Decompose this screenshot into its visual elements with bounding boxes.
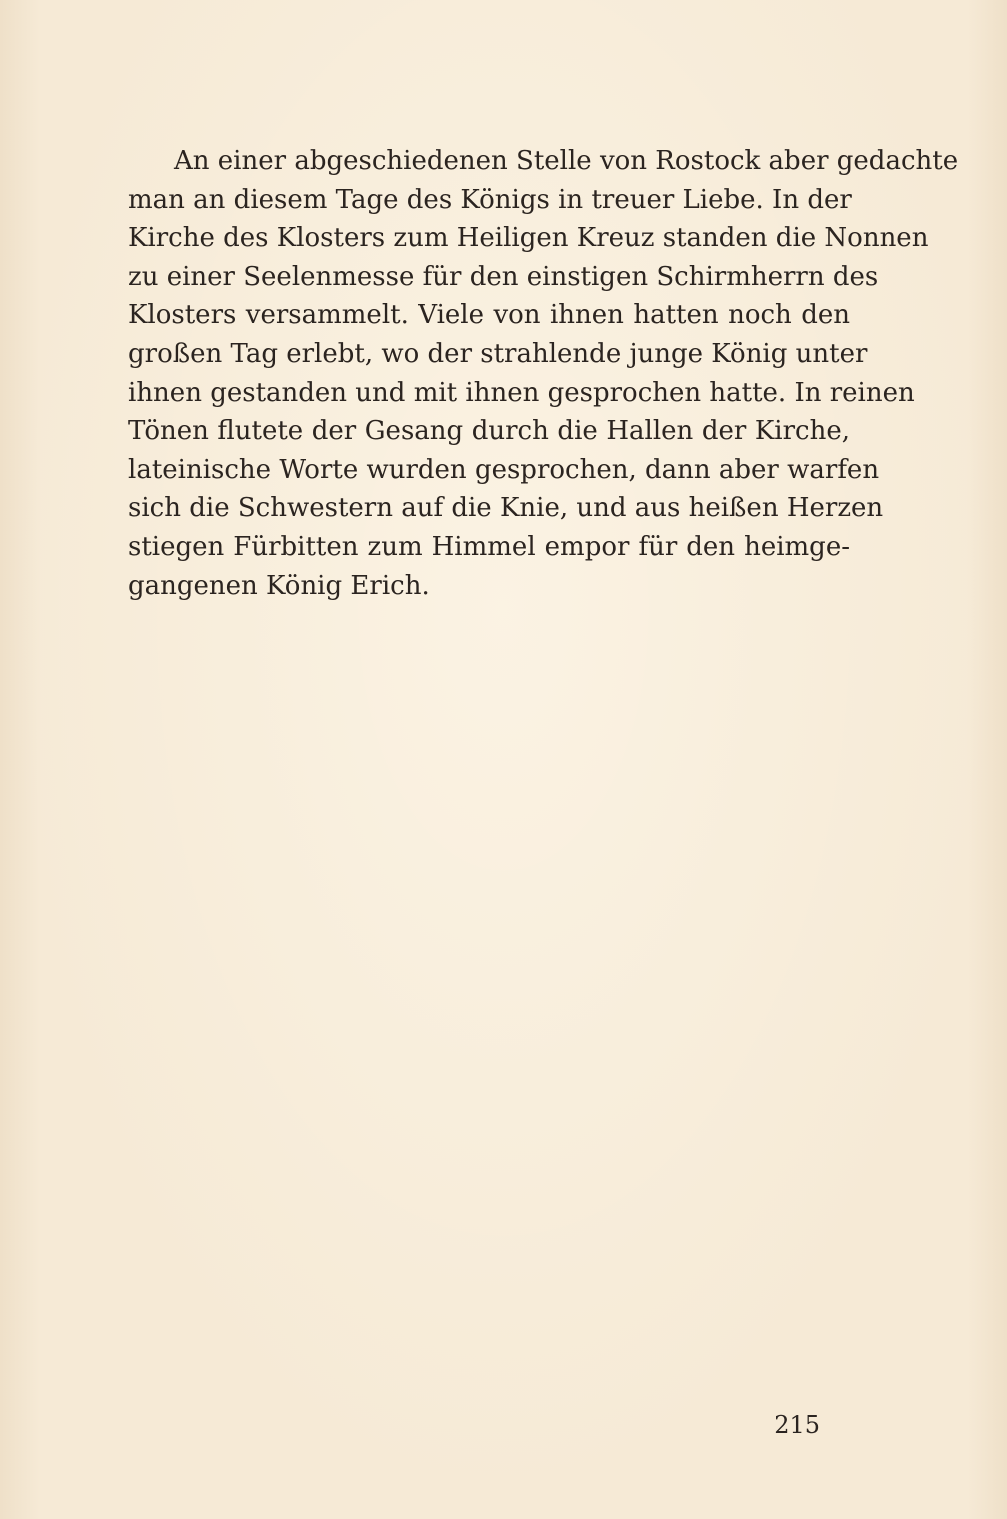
text-line: ihnen gestanden und mit ihnen gesprochen hatte. In reinen [128,377,915,408]
text-line: Kirche des Klosters zum Heiligen Kreuz standen die Nonnen [128,223,929,254]
text-line: sich die Schwestern auf die Knie, und aus heißen Herzen [128,493,884,524]
page-number: 215 [774,1411,820,1439]
text-line: man an diesem Tage des Königs in treuer Liebe. In der [128,184,852,215]
text-line: zu einer Seelenmesse für den einstigen Schirmherrn des [128,261,879,292]
text-line: stiegen Fürbitten zum Himmel empor für den heimge- [128,531,850,562]
text-line: Klosters versammelt. Viele von ihnen hatten noch den [128,300,850,331]
text-line: Tönen flutete der Gesang durch die Hallen der Kirche, [128,416,850,447]
body-paragraph [128,142,959,605]
text-line: großen Tag erlebt, wo der strahlende junge König unter [128,338,868,369]
text-line: gangenen König Erich. [128,570,430,601]
text-line: lateinische Worte wurden gesprochen, dann aber warfen [128,454,880,485]
text-line: An einer abgeschiedenen Stelle von Rostock aber gedachte [174,146,959,176]
